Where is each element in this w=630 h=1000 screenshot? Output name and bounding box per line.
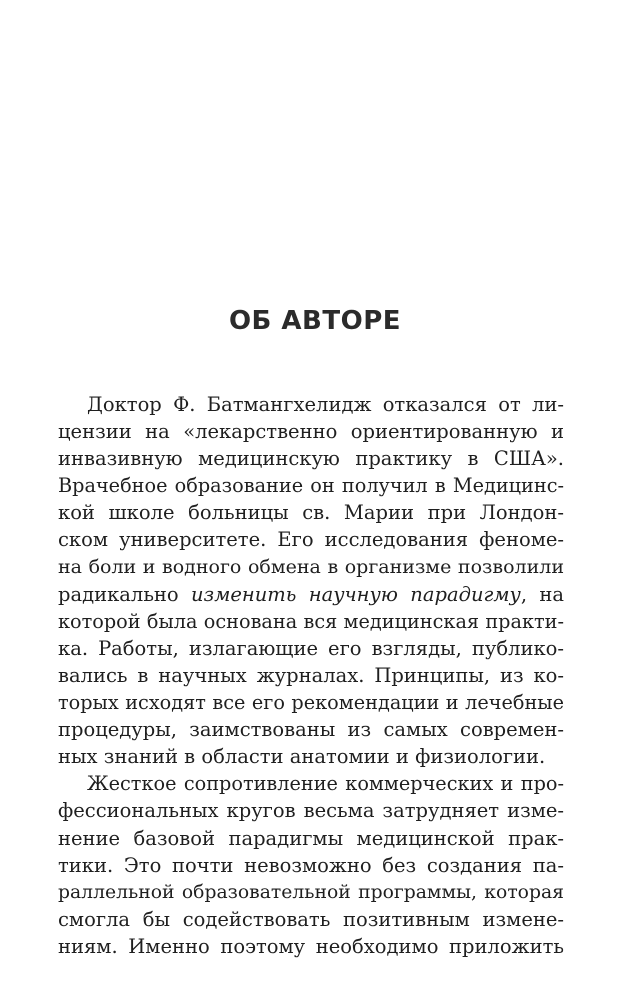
text-line: процедуры, заимствованы из самых современ- — [58, 718, 564, 742]
text-line: Жесткое сопротивление коммерческих и про- — [87, 772, 564, 796]
text-line: раллельной образовательной программы, которая — [58, 881, 564, 903]
text-line: фессиональных кругов весьма затрудняет изме- — [58, 799, 564, 823]
text-line: цензии на «лекарственно ориентированную и — [58, 420, 564, 444]
text-line: вались в научных журналах. Принципы, из ко- — [58, 663, 564, 687]
text-line: инвазивную медицинскую практику в США». — [58, 447, 564, 471]
text-line: которой была основана вся медицинская практи- — [58, 609, 564, 633]
body-text — [58, 391, 564, 960]
italic-phrase: изменить научную парадигму — [191, 582, 521, 606]
text-line: ных знаний в области анатомии и физиологии. — [58, 745, 546, 769]
text-line — [58, 581, 564, 608]
text-segment: радикально — [58, 582, 191, 606]
text-line: ниям. Именно поэтому необходимо приложить — [58, 934, 564, 958]
text-line: на боли и водного обмена в организме позволили — [58, 555, 564, 578]
text-line: Доктор Ф. Батмангхелидж отказался от ли- — [87, 393, 564, 416]
text-line: нение базовой парадигмы медицинской прак- — [58, 826, 564, 850]
text-line: тики. Это почти невозможно без создания па- — [58, 853, 564, 877]
text-line: ка. Работы, излагающие его взгляды, публико- — [58, 636, 564, 660]
text-segment: , на — [520, 582, 564, 606]
chapter-heading: ОБ АВТОРЕ — [228, 306, 402, 336]
text-line: ском университете. Его исследования феноме- — [58, 528, 564, 552]
text-line: кой школе больницы св. Марии при Лондон- — [58, 501, 564, 525]
text-line: торых исходят все его рекомендации и лечебные — [58, 691, 564, 715]
text-line: Врачебное образование он получил в Медицинс- — [58, 474, 564, 498]
text-line: смогла бы содействовать позитивным измене- — [58, 907, 564, 931]
